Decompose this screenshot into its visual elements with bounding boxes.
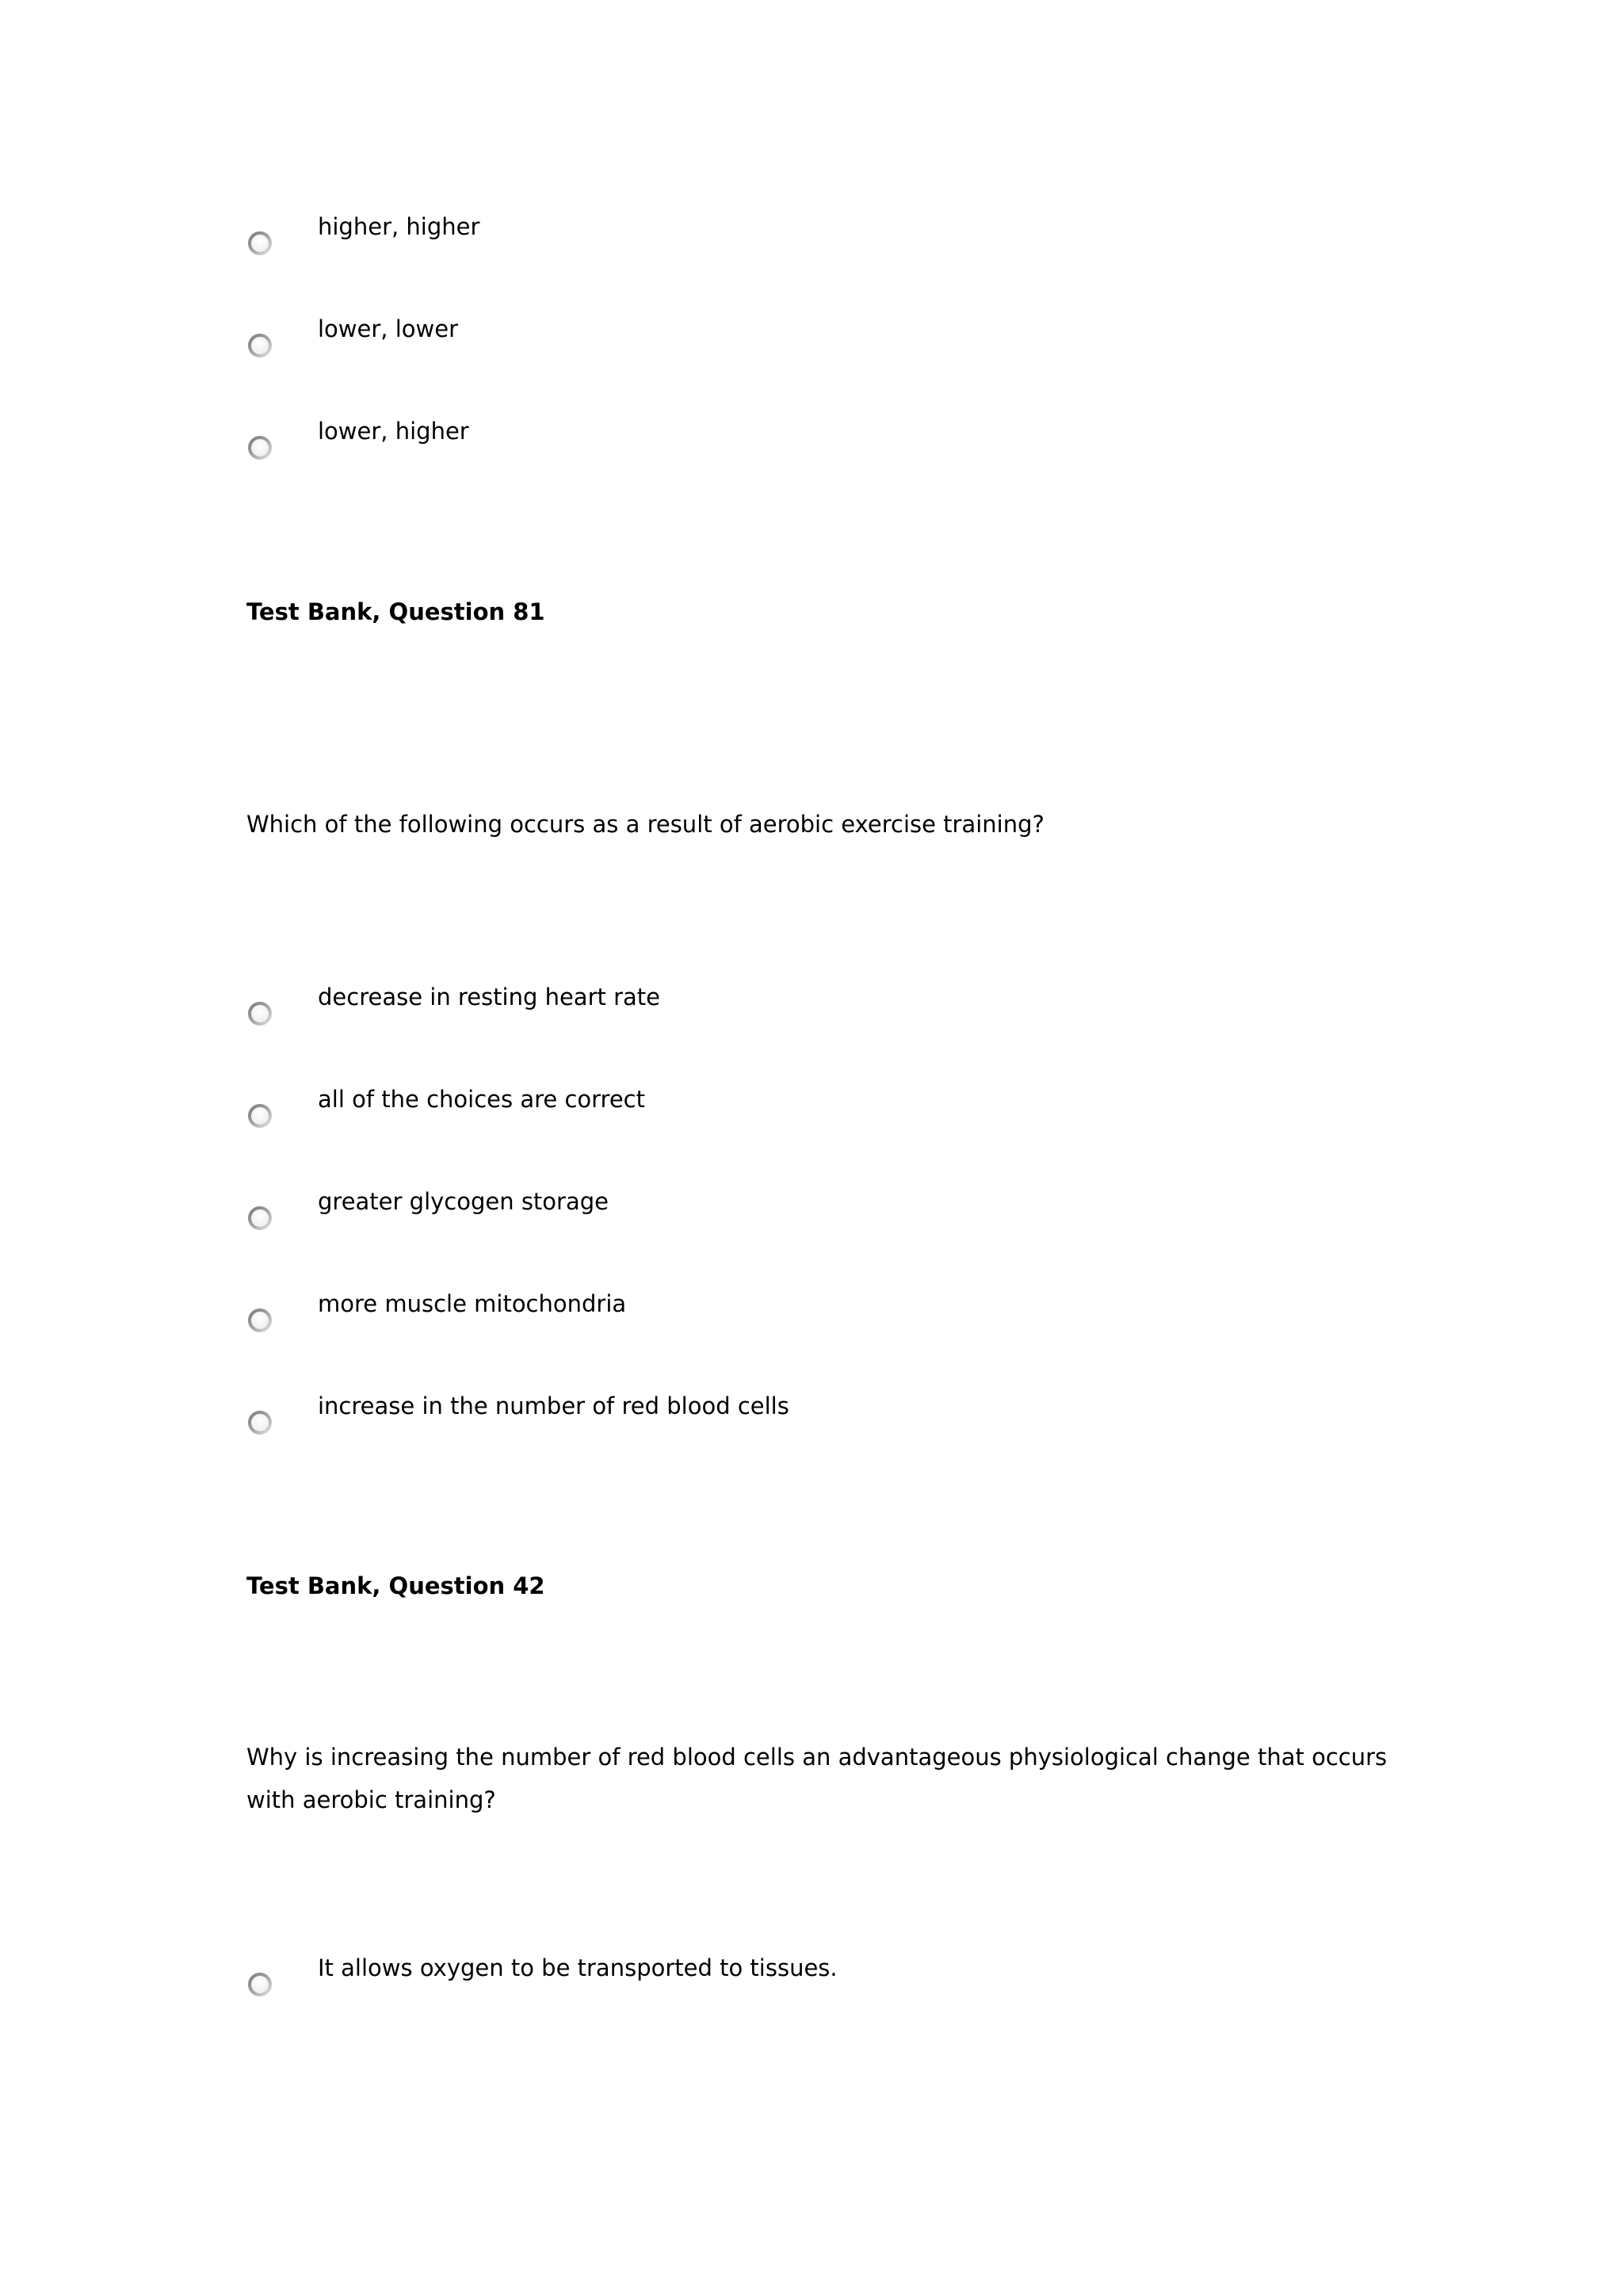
radio-button-icon[interactable] xyxy=(246,1000,273,1027)
radio-button-icon[interactable] xyxy=(246,434,273,461)
radio-button-icon[interactable] xyxy=(246,1205,273,1232)
option-decrease-resting-heart-rate xyxy=(246,983,1435,1030)
option-label: higher, higher xyxy=(318,213,480,240)
option-label: lower, higher xyxy=(318,418,469,445)
option-label: greater glycogen storage xyxy=(318,1188,609,1215)
radio-button-icon[interactable] xyxy=(246,332,273,359)
option-lower-higher xyxy=(246,417,1435,464)
option-label: decrease in resting heart rate xyxy=(318,984,660,1010)
option-increase-red-blood-cells xyxy=(246,1392,1435,1439)
option-label: lower, lower xyxy=(318,315,459,342)
radio-button-icon[interactable] xyxy=(246,1102,273,1129)
option-greater-glycogen-storage xyxy=(246,1187,1435,1235)
option-higher-higher xyxy=(246,212,1435,260)
question-42-text: Why is increasing the number of red blood cells an advantageous physiological change that occurs with aerobic training? xyxy=(246,1744,1388,1813)
option-more-muscle-mitochondria xyxy=(246,1289,1435,1337)
question-42-heading: Test Bank, Question 42 xyxy=(246,1572,545,1599)
option-all-choices-correct xyxy=(246,1085,1435,1133)
radio-button-icon[interactable] xyxy=(246,1307,273,1334)
option-label: all of the choices are correct xyxy=(318,1086,645,1113)
option-label: more muscle mitochondria xyxy=(318,1290,627,1317)
radio-button-icon[interactable] xyxy=(246,1409,273,1436)
option-label: It allows oxygen to be transported to tissues. xyxy=(318,1954,838,1981)
radio-button-icon[interactable] xyxy=(246,230,273,257)
option-oxygen-transport xyxy=(246,1954,1435,2001)
radio-button-icon[interactable] xyxy=(246,1971,273,1998)
question-81-text: Which of the following occurs as a result of aerobic exercise training? xyxy=(246,811,1044,838)
question-81-heading: Test Bank, Question 81 xyxy=(246,598,545,625)
option-lower-lower xyxy=(246,315,1435,362)
option-label: increase in the number of red blood cells xyxy=(318,1392,789,1419)
